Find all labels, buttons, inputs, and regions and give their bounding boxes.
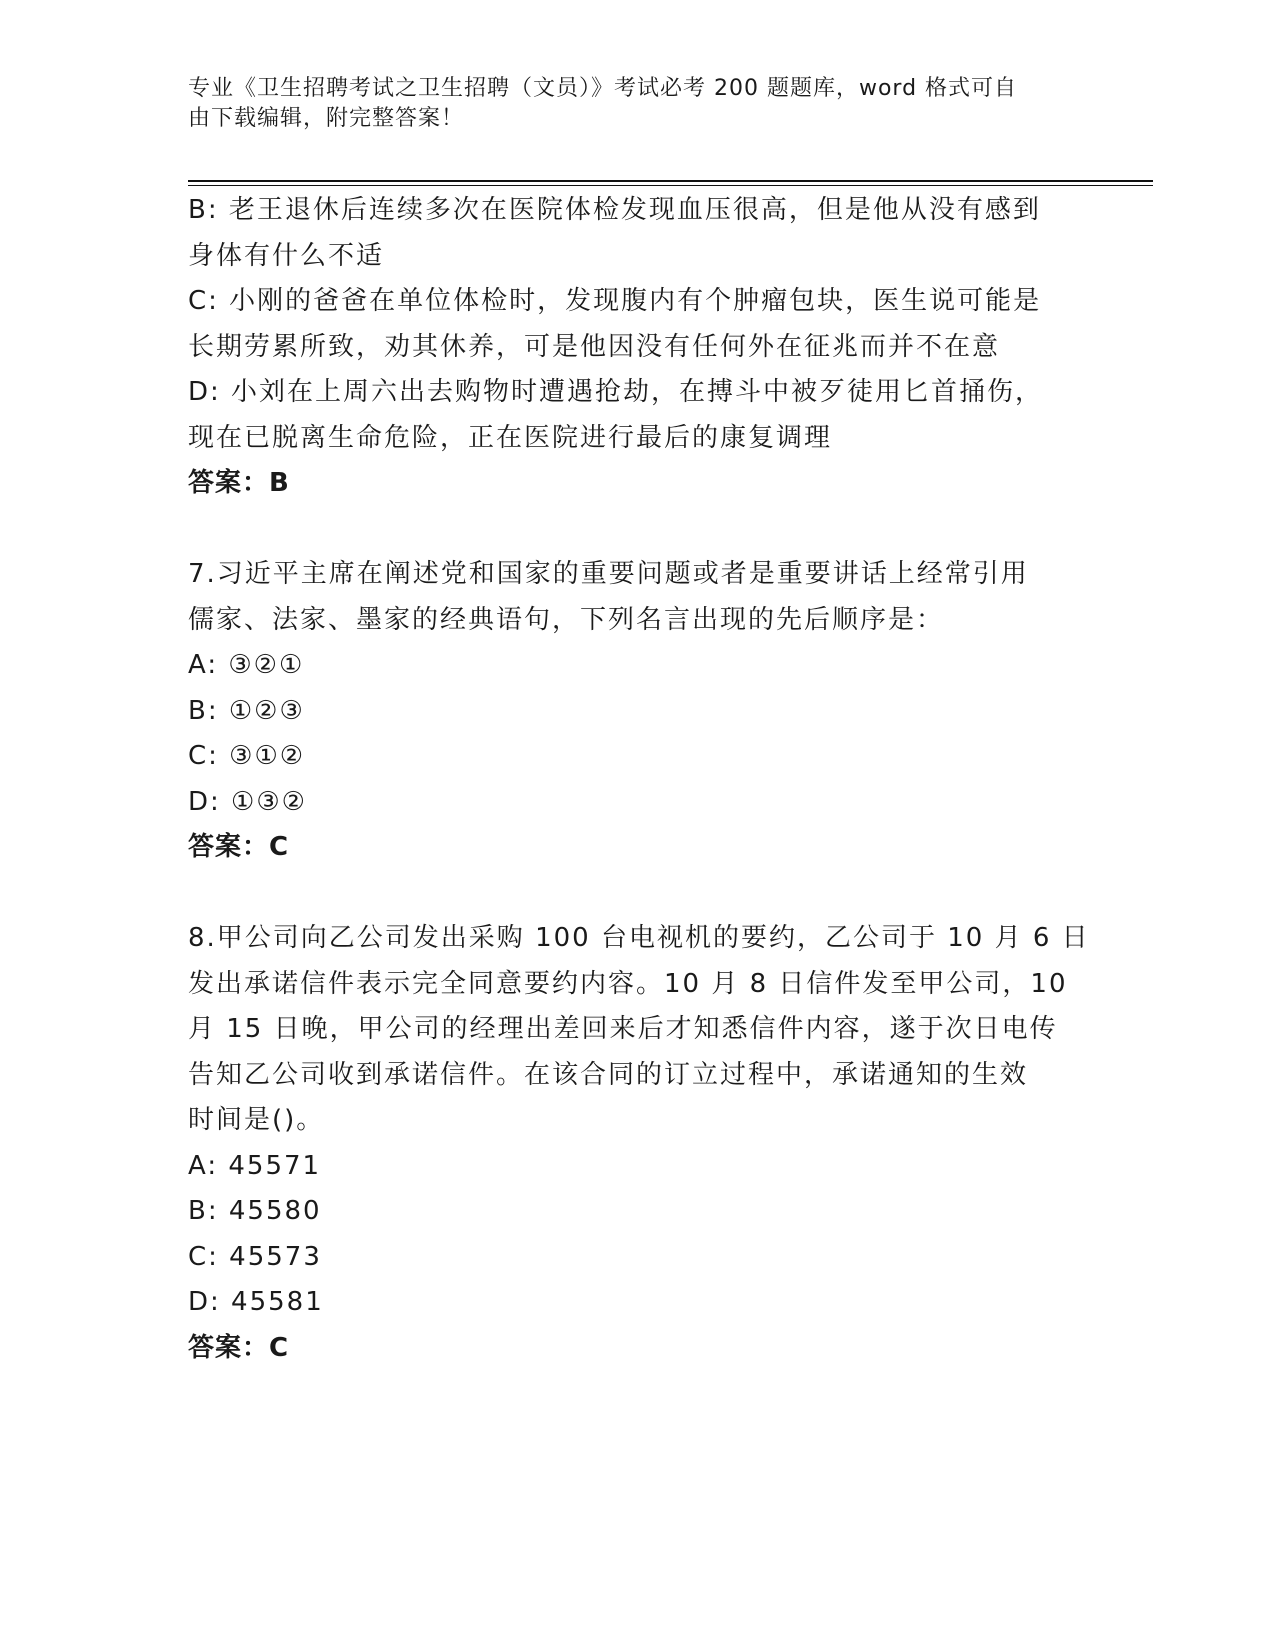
document-header [188, 74, 1088, 134]
question-stem: 时间是()。 [188, 1105, 325, 1135]
option-d: D: 45581 [188, 1287, 324, 1317]
paragraph-gap [188, 871, 1093, 917]
question-stem: 告知乙公司收到承诺信件。在该合同的订立过程中，承诺通知的生效 [188, 1059, 1029, 1090]
question-6 [188, 188, 1093, 507]
option-text: 现在已脱离生命危险，正在医院进行最后的康复调理 [188, 422, 833, 453]
paragraph-gap [188, 507, 1093, 553]
question-list [188, 188, 1093, 1371]
option-text: C: 小刚的爸爸在单位体检时，发现腹内有个肿瘤包块，医生说可能是 [188, 286, 1042, 316]
option-b [188, 188, 1093, 279]
answer-label: 答案：B [188, 468, 290, 498]
option-a: A: 45571 [188, 1150, 322, 1181]
option-c: C: 45573 [188, 1241, 322, 1272]
answer-label: 答案：C [188, 1332, 290, 1363]
question-stem: 7.习近平主席在阐述党和国家的重要问题或者是重要讲话上经常引用 [188, 559, 1029, 589]
option-c [188, 279, 1093, 370]
option-text: D: 小刘在上周六出去购物时遭遇抢劫，在搏斗中被歹徒用匕首捅伤， [188, 377, 1044, 407]
header-rule-thick [188, 180, 1153, 182]
question-stem: 儒家、法家、墨家的经典语句，下列名言出现的先后顺序是： [188, 604, 945, 635]
header-rule-thin [188, 185, 1153, 186]
question-stem: 月 15 日晚，甲公司的经理出差回来后才知悉信件内容，遂于次日电传 [188, 1014, 1058, 1044]
option-b: B: 45580 [188, 1196, 322, 1226]
question-stem: 8.甲公司向乙公司发出采购 100 台电视机的要约，乙公司于 10 月 6 日 [188, 923, 1090, 953]
answer-label: 答案：C [188, 832, 290, 862]
question-8 [188, 916, 1093, 1371]
option-text: 长期劳累所致，劝其休养，可是他因没有任何外在征兆而并不在意 [188, 331, 1001, 362]
option-a: A: ③②① [188, 650, 305, 680]
header-line-2: 由下载编辑，附完整答案！ [188, 106, 465, 131]
question-stem: 发出承诺信件表示完全同意要约内容。10 月 8 日信件发至甲公司，10 [188, 968, 1068, 999]
option-text: B: 老王退休后连续多次在医院体检发现血压很高，但是他从没有感到 [188, 195, 1041, 225]
option-b: B: ①②③ [188, 695, 305, 726]
option-d: D: ①③② [188, 786, 307, 817]
option-c: C: ③①② [188, 741, 306, 771]
option-d [188, 370, 1093, 461]
option-text: 身体有什么不适 [188, 240, 385, 271]
header-line-1: 专业《卫生招聘考试之卫生招聘（文员）》考试必考 200 题题库，word 格式可自 [188, 76, 1018, 101]
question-7 [188, 552, 1093, 871]
